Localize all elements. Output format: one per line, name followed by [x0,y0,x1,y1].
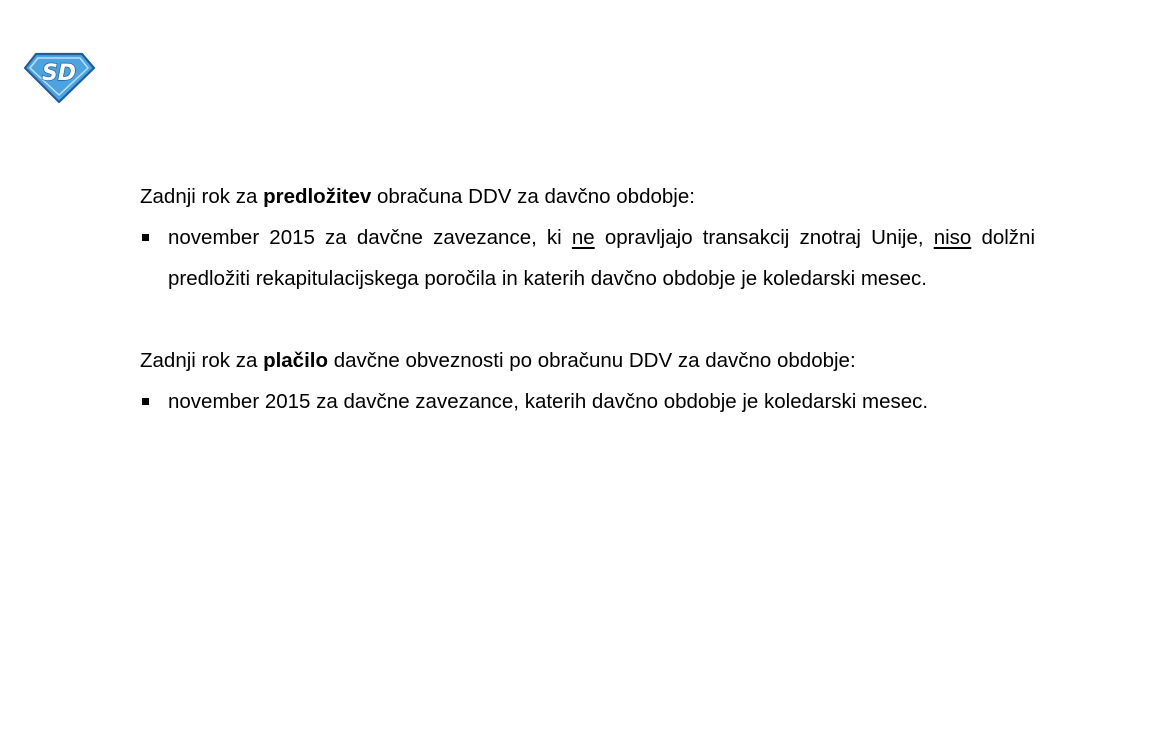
payment-deadline-bullet: november 2015 za davčne zavezance, katerih davčno obdobje je koledarski mesec. [140,381,1035,422]
submission-deadline-bullet: november 2015 za davčne zavezance, ki ne opravljajo transakcij znotraj Unije, niso dolžni predložiti rekapitulacijskega poročila in katerih davčno obdobje je koledarski mesec. [140,217,1035,299]
section-spacer [140,299,1035,340]
keyword-placilo: plačilo [263,349,328,372]
document-body [140,176,1035,422]
square-bullet-icon [142,234,149,241]
keyword-predlozitev: predložitev [263,185,372,208]
underlined-ne: ne [571,226,595,249]
logo-letters: SD [41,61,77,86]
sd-logo [22,48,96,106]
underlined-niso: niso [933,226,972,249]
submission-deadline-heading: Zadnji rok za predložitev obračuna DDV za davčno obdobje: [140,185,695,208]
payment-deadline-heading: Zadnji rok za plačilo davčne obveznosti po obračunu DDV za davčno obdobje: [140,349,856,372]
square-bullet-icon [142,398,149,405]
